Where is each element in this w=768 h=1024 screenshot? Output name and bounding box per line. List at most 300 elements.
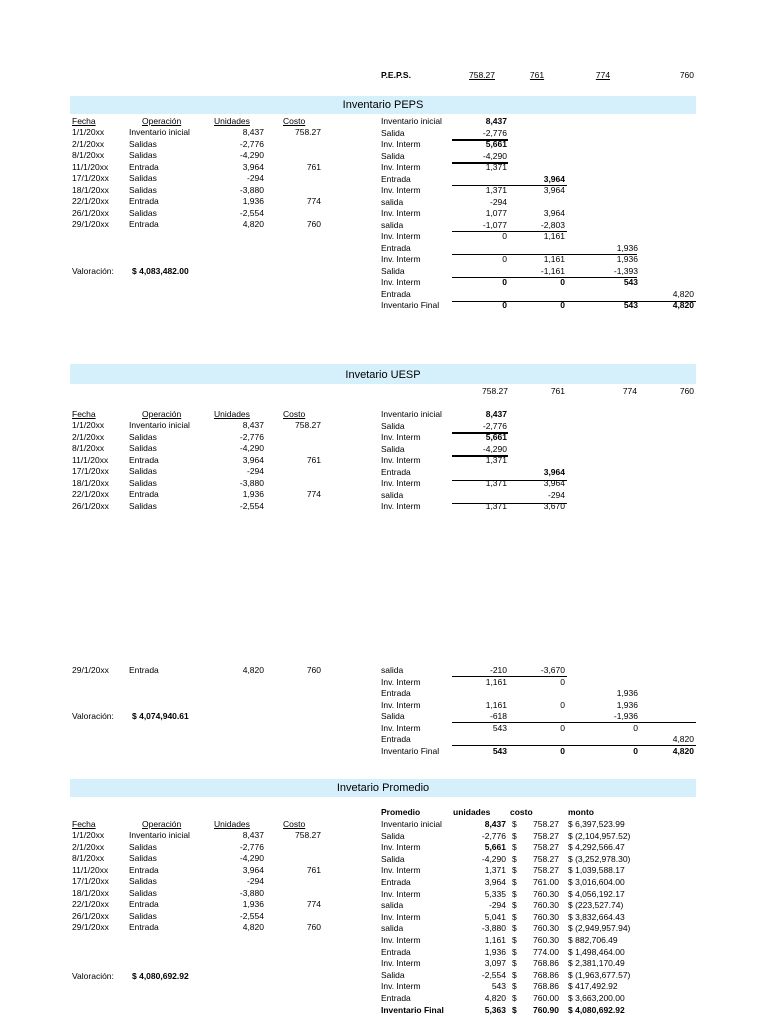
- operacion-cell: Salidas: [129, 184, 157, 195]
- layer-label: Inventario inicial: [381, 409, 442, 419]
- costo-cell: 761: [306, 454, 321, 465]
- calc-value: $ (2,949,957.94): [568, 923, 631, 934]
- calc-value: -2,776: [481, 830, 506, 841]
- fecha-cell: 29/1/20xx: [72, 665, 109, 675]
- calc-value: 758.27: [533, 842, 559, 853]
- calc-label: Inv. Interm: [381, 911, 421, 922]
- calc-value: -3,880: [481, 923, 506, 934]
- layer-label: Inv. Interm: [381, 208, 421, 218]
- calc-value: $: [512, 958, 517, 969]
- uesp-cost-1: 758.27: [482, 386, 508, 396]
- calc-value: 1,371: [484, 865, 506, 876]
- calc-value: $ 2,381,170.49: [568, 958, 625, 969]
- calc-label: salida: [381, 900, 404, 911]
- rule-line: [452, 185, 567, 186]
- calc-value: 760.30: [533, 900, 559, 911]
- calc-value: $ 4,292,566.47: [568, 842, 625, 853]
- layer-label: Entrada: [381, 688, 411, 698]
- rule-line: [452, 722, 696, 723]
- uesp-cost-2: 761: [550, 386, 565, 396]
- calc-value: $ 6,397,523.99: [568, 819, 625, 829]
- operacion-cell: Entrada: [129, 454, 159, 465]
- fecha-cell: 18/1/20xx: [72, 887, 109, 898]
- header-operacion: Operación: [142, 819, 182, 829]
- layer-value: -618: [489, 711, 507, 721]
- unidades-cell: -294: [246, 466, 264, 476]
- layer-value: -1,077: [482, 219, 507, 230]
- fecha-cell: 1/1/20xx: [72, 830, 105, 840]
- unidades-cell: 4,820: [242, 922, 264, 932]
- layer-value: -4,290: [482, 150, 507, 161]
- operacion-cell: Salidas: [129, 443, 157, 453]
- peps-valuation-value: $ 4,083,482.00: [132, 266, 189, 276]
- calc-value: 758.27: [533, 865, 559, 876]
- calc-value: $: [512, 911, 517, 922]
- layer-value: 1,161: [485, 699, 507, 710]
- rule-line: [452, 480, 567, 481]
- calc-value: $: [512, 969, 517, 980]
- operacion-cell: Salidas: [129, 853, 157, 863]
- calc-label: Salida: [381, 830, 405, 841]
- header-fecha: Fecha: [72, 819, 96, 829]
- calc-value: 760.30: [533, 911, 559, 922]
- calc-value: 768.86: [533, 958, 559, 969]
- layer-value: -4,290: [482, 443, 507, 454]
- calc-value: 5,041: [484, 911, 506, 922]
- calc-value: $: [512, 877, 517, 887]
- rule-line: [452, 254, 637, 255]
- costo-cell: 758.27: [295, 830, 321, 840]
- operacion-cell: Salidas: [129, 477, 157, 488]
- costo-cell: 760: [306, 219, 321, 229]
- layer-value: 3,964: [543, 173, 565, 184]
- calc-header-monto: monto: [568, 807, 594, 817]
- layer-value: 1,371: [485, 455, 507, 465]
- calc-value: $: [512, 946, 517, 957]
- calc-value: $ (3,252,978.30): [568, 853, 631, 864]
- layer-value: 1,936: [616, 254, 638, 264]
- fecha-cell: 8/1/20xx: [72, 150, 105, 160]
- unidades-cell: -2,554: [239, 207, 264, 218]
- calc-value: -294: [488, 900, 506, 911]
- costo-cell: 774: [306, 489, 321, 499]
- layer-value: 1,936: [616, 699, 638, 710]
- calc-value: 3,964: [484, 877, 506, 887]
- rule-line: [452, 432, 508, 434]
- layer-value: 1,371: [485, 185, 507, 195]
- header-costo: Costo: [283, 819, 306, 829]
- layer-value: 1,161: [485, 676, 507, 687]
- calc-label: Salida: [381, 853, 405, 864]
- operacion-cell: Salidas: [129, 841, 157, 852]
- calc-value: $: [512, 853, 517, 864]
- layer-value: 0: [633, 722, 638, 733]
- layer-label: Inv. Interm: [381, 722, 421, 733]
- fecha-cell: 22/1/20xx: [72, 196, 109, 206]
- top-cost-4: 760: [679, 70, 694, 80]
- layer-value: 1,161: [543, 254, 565, 264]
- layer-value: -294: [489, 196, 507, 207]
- layer-label: Inv. Interm: [381, 139, 421, 149]
- operacion-cell: Entrada: [129, 665, 159, 675]
- unidades-cell: 1,936: [242, 899, 264, 909]
- layer-label: Inv. Interm: [381, 676, 421, 687]
- calc-value: $: [512, 935, 517, 945]
- unidades-cell: -3,880: [239, 184, 264, 195]
- uesp-section-title: Invetario UESP: [70, 364, 696, 384]
- layer-label: Inv. Interm: [381, 277, 421, 287]
- layer-value: 1,161: [543, 231, 565, 241]
- unidades-cell: -2,776: [239, 138, 264, 149]
- layer-value: -210: [489, 665, 507, 675]
- calc-label: salida: [381, 923, 404, 934]
- unidades-cell: -3,880: [239, 477, 264, 488]
- calc-value: 760.90: [533, 1004, 559, 1015]
- calc-value: $ 1,498,464.00: [568, 946, 625, 957]
- layer-value: 8,437: [485, 409, 507, 419]
- costo-cell: 760: [306, 665, 321, 675]
- costo-cell: 758.27: [295, 420, 321, 430]
- operacion-cell: Entrada: [129, 899, 159, 909]
- fecha-cell: 11/1/20xx: [72, 864, 109, 875]
- costo-cell: 758.27: [295, 127, 321, 137]
- layer-label: salida: [381, 665, 404, 675]
- layer-value: 0: [502, 254, 507, 264]
- operacion-cell: Inventario inicial: [129, 420, 190, 430]
- layer-value: -1,936: [613, 711, 638, 721]
- calc-header-costo: costo: [510, 807, 533, 817]
- fecha-cell: 2/1/20xx: [72, 841, 105, 852]
- layer-value: 4,820: [672, 734, 694, 744]
- calc-value: 758.27: [533, 819, 559, 829]
- calc-value: 768.86: [533, 969, 559, 980]
- operacion-cell: Salidas: [129, 500, 157, 511]
- unidades-cell: -4,290: [239, 853, 264, 863]
- operacion-cell: Entrada: [129, 922, 159, 932]
- layer-label: Inv. Interm: [381, 501, 421, 511]
- calc-header-unidades: unidades: [453, 807, 491, 817]
- layer-value: 1,371: [485, 162, 507, 172]
- calc-value: 774.00: [533, 946, 559, 957]
- unidades-cell: 3,964: [242, 864, 264, 875]
- calc-value: $: [512, 830, 517, 841]
- fecha-cell: 1/1/20xx: [72, 127, 105, 137]
- unidades-cell: 3,964: [242, 454, 264, 465]
- calc-value: 5,335: [484, 888, 506, 899]
- layer-label: Entrada: [381, 466, 411, 477]
- calc-value: $ (1,963,677.57): [568, 969, 631, 980]
- operacion-cell: Inventario inicial: [129, 830, 190, 840]
- layer-label: Inventario Final: [381, 300, 440, 310]
- layer-value: 5,661: [485, 432, 507, 442]
- unidades-cell: 8,437: [242, 127, 264, 137]
- uesp-valuation-label: Valoración:: [72, 711, 114, 721]
- layer-label: Inv. Interm: [381, 432, 421, 442]
- calc-value: 5,661: [484, 842, 506, 853]
- fecha-cell: 18/1/20xx: [72, 477, 109, 488]
- layer-value: -2,776: [482, 420, 507, 431]
- fecha-cell: 8/1/20xx: [72, 443, 105, 453]
- fecha-cell: 11/1/20xx: [72, 454, 109, 465]
- layer-value: -3,670: [540, 665, 565, 675]
- layer-label: Inv. Interm: [381, 478, 421, 488]
- top-cost-3: 774: [595, 70, 611, 80]
- layer-label: Salida: [381, 420, 405, 431]
- unidades-cell: 8,437: [242, 830, 264, 840]
- costo-cell: 761: [306, 864, 321, 875]
- calc-value: 758.27: [533, 853, 559, 864]
- calc-label: Salida: [381, 969, 405, 980]
- calc-label: Inv. Interm: [381, 888, 421, 899]
- unidades-cell: 4,820: [242, 219, 264, 229]
- layer-value: -294: [547, 489, 565, 500]
- calc-label: Inv. Interm: [381, 935, 421, 945]
- fecha-cell: 18/1/20xx: [72, 184, 109, 195]
- peps-section-title: Inventario PEPS: [70, 96, 696, 114]
- top-cost-2: 761: [529, 70, 545, 80]
- rule-line: [452, 676, 567, 677]
- operacion-cell: Entrada: [129, 489, 159, 499]
- calc-value: 760.30: [533, 935, 559, 945]
- calc-header-promedio: Promedio: [381, 807, 421, 817]
- fecha-cell: 8/1/20xx: [72, 853, 105, 863]
- uesp-valuation-value: $ 4,074,940.61: [132, 711, 189, 721]
- prom-valuation-value: $ 4,080,692.92: [132, 971, 189, 981]
- rule-line: [452, 745, 696, 746]
- layer-value: 0: [502, 300, 507, 310]
- operacion-cell: Entrada: [129, 864, 159, 875]
- calc-value: 760.30: [533, 923, 559, 934]
- unidades-cell: -3,880: [239, 887, 264, 898]
- calc-value: 3,097: [484, 958, 506, 969]
- prom-valuation-label: Valoración:: [72, 971, 114, 981]
- layer-value: 0: [560, 699, 565, 710]
- unidades-cell: -4,290: [239, 150, 264, 160]
- calc-value: $: [512, 1004, 517, 1015]
- peps-valuation-label: Valoración:: [72, 266, 114, 276]
- layer-value: 0: [560, 722, 565, 733]
- layer-value: 0: [560, 277, 565, 287]
- layer-value: 1,371: [485, 478, 507, 488]
- layer-value: -1,393: [613, 265, 638, 276]
- operacion-cell: Entrada: [129, 161, 159, 172]
- header-fecha: Fecha: [72, 116, 96, 126]
- layer-label: Inv. Interm: [381, 699, 421, 710]
- layer-label: Inv. Interm: [381, 185, 421, 195]
- calc-label: Entrada: [381, 993, 411, 1003]
- operacion-cell: Entrada: [129, 219, 159, 229]
- unidades-cell: -2,776: [239, 841, 264, 852]
- top-cost-1: 758.27: [469, 70, 495, 80]
- layer-value: 0: [560, 676, 565, 687]
- rule-line: [452, 455, 508, 457]
- layer-value: 3,964: [543, 466, 565, 477]
- unidades-cell: 8,437: [242, 420, 264, 430]
- layer-label: Inv. Interm: [381, 254, 421, 264]
- calc-value: $ 4,056,192.17: [568, 888, 625, 899]
- calc-label: Inventario Final: [381, 1004, 444, 1015]
- layer-label: Salida: [381, 443, 405, 454]
- costo-cell: 761: [306, 161, 321, 172]
- calc-value: 5,363: [484, 1004, 506, 1015]
- layer-value: 3,670: [543, 501, 565, 511]
- calc-value: $: [512, 993, 517, 1003]
- header-operacion: Operación: [142, 409, 182, 419]
- operacion-cell: Inventario inicial: [129, 127, 190, 137]
- calc-value: -2,554: [481, 969, 506, 980]
- header-costo: Costo: [283, 409, 306, 419]
- fecha-cell: 29/1/20xx: [72, 922, 109, 932]
- calc-value: $: [512, 819, 517, 829]
- calc-value: 1,936: [484, 946, 506, 957]
- rule-line: [452, 277, 637, 278]
- layer-value: 1,936: [616, 242, 638, 253]
- layer-value: 543: [623, 277, 638, 287]
- fecha-cell: 17/1/20xx: [72, 173, 109, 183]
- layer-label: Entrada: [381, 734, 411, 744]
- operacion-cell: Salidas: [129, 150, 157, 160]
- layer-value: 543: [492, 745, 507, 756]
- unidades-cell: -2,554: [239, 500, 264, 511]
- calc-value: $ 417,492.92: [568, 981, 618, 992]
- calc-value: 1,161: [484, 935, 506, 945]
- fecha-cell: 22/1/20xx: [72, 899, 109, 909]
- prom-section-title: Invetario Promedio: [70, 779, 696, 797]
- header-costo: Costo: [283, 116, 306, 126]
- unidades-cell: 1,936: [242, 196, 264, 206]
- fecha-cell: 26/1/20xx: [72, 500, 109, 511]
- rule-line: [452, 139, 508, 141]
- calc-value: $ 4,080,692.92: [568, 1004, 625, 1015]
- layer-value: 0: [560, 745, 565, 756]
- layer-value: 0: [502, 277, 507, 287]
- calc-label: Inv. Interm: [381, 981, 421, 992]
- uesp-cost-4: 760: [679, 386, 694, 396]
- calc-value: $: [512, 842, 517, 853]
- calc-value: $: [512, 981, 517, 992]
- fecha-cell: 1/1/20xx: [72, 420, 105, 430]
- layer-value: 543: [623, 300, 638, 310]
- operacion-cell: Salidas: [129, 466, 157, 476]
- calc-value: $ (2,104,957.52): [568, 830, 631, 841]
- operacion-cell: Salidas: [129, 138, 157, 149]
- calc-value: $ 1,039,588.17: [568, 865, 625, 876]
- calc-value: $ 3,663,200.00: [568, 993, 625, 1003]
- header-fecha: Fecha: [72, 409, 96, 419]
- unidades-cell: -2,554: [239, 910, 264, 921]
- unidades-cell: 3,964: [242, 161, 264, 172]
- layer-label: salida: [381, 489, 404, 500]
- layer-value: 0: [633, 745, 638, 756]
- fecha-cell: 26/1/20xx: [72, 910, 109, 921]
- calc-label: Inv. Interm: [381, 865, 421, 876]
- fecha-cell: 11/1/20xx: [72, 161, 109, 172]
- costo-cell: 760: [306, 922, 321, 932]
- operacion-cell: Salidas: [129, 173, 157, 183]
- layer-value: 3,964: [543, 185, 565, 195]
- layer-value: 1,371: [485, 501, 507, 511]
- layer-label: salida: [381, 219, 404, 230]
- layer-value: 4,820: [672, 300, 694, 310]
- fecha-cell: 2/1/20xx: [72, 138, 105, 149]
- calc-value: -4,290: [481, 853, 506, 864]
- layer-label: salida: [381, 196, 404, 207]
- calc-value: $: [512, 923, 517, 934]
- calc-value: $: [512, 900, 517, 911]
- peps-label: P.E.P.S.: [381, 70, 411, 80]
- layer-value: 3,964: [543, 208, 565, 218]
- layer-value: -2,803: [540, 219, 565, 230]
- header-unidades: Unidades: [214, 116, 250, 126]
- layer-value: 543: [492, 722, 507, 733]
- layer-label: Salida: [381, 127, 405, 138]
- layer-value: 3,964: [543, 478, 565, 488]
- fecha-cell: 22/1/20xx: [72, 489, 109, 499]
- header-unidades: Unidades: [214, 409, 250, 419]
- layer-value: -2,776: [482, 127, 507, 138]
- fecha-cell: 29/1/20xx: [72, 219, 109, 229]
- calc-value: 760.00: [533, 993, 559, 1003]
- fecha-cell: 26/1/20xx: [72, 207, 109, 218]
- layer-label: Inv. Interm: [381, 162, 421, 172]
- calc-label: Inventario inicial: [381, 819, 442, 829]
- calc-value: $ 3,832,664.43: [568, 911, 625, 922]
- unidades-cell: -294: [246, 876, 264, 886]
- layer-value: -1,161: [540, 265, 565, 276]
- layer-value: 0: [502, 231, 507, 241]
- operacion-cell: Salidas: [129, 910, 157, 921]
- layer-label: Entrada: [381, 242, 411, 253]
- calc-value: $ 882,706.49: [568, 935, 618, 945]
- header-unidades: Unidades: [214, 819, 250, 829]
- calc-value: 761.00: [533, 877, 559, 887]
- layer-label: Entrada: [381, 288, 411, 299]
- layer-value: 1,077: [485, 208, 507, 218]
- operacion-cell: Salidas: [129, 207, 157, 218]
- fecha-cell: 2/1/20xx: [72, 431, 105, 442]
- unidades-cell: -294: [246, 173, 264, 183]
- layer-label: Inventario inicial: [381, 116, 442, 126]
- layer-value: 1,936: [616, 688, 638, 698]
- unidades-cell: 1,936: [242, 489, 264, 499]
- layer-label: Inv. Interm: [381, 455, 421, 465]
- layer-value: 4,820: [672, 288, 694, 299]
- calc-value: 4,820: [484, 993, 506, 1003]
- calc-value: $: [512, 865, 517, 876]
- unidades-cell: -4,290: [239, 443, 264, 453]
- rule-line: [452, 301, 696, 302]
- uesp-cost-3: 774: [622, 386, 637, 396]
- layer-label: Salida: [381, 265, 405, 276]
- calc-value: $: [512, 888, 517, 899]
- layer-label: Inv. Interm: [381, 231, 421, 241]
- layer-value: 0: [560, 300, 565, 310]
- header-operacion: Operación: [142, 116, 182, 126]
- unidades-cell: 4,820: [242, 665, 264, 675]
- calc-value: 768.86: [533, 981, 559, 992]
- fecha-cell: 17/1/20xx: [72, 466, 109, 476]
- layer-value: 5,661: [485, 139, 507, 149]
- layer-value: 4,820: [672, 745, 694, 756]
- rule-line: [452, 503, 567, 504]
- calc-value: 543: [491, 981, 506, 992]
- layer-label: Entrada: [381, 173, 411, 184]
- operacion-cell: Salidas: [129, 431, 157, 442]
- rule-line: [452, 231, 567, 232]
- costo-cell: 774: [306, 196, 321, 206]
- calc-value: 8,437: [484, 819, 506, 829]
- layer-label: Salida: [381, 711, 405, 721]
